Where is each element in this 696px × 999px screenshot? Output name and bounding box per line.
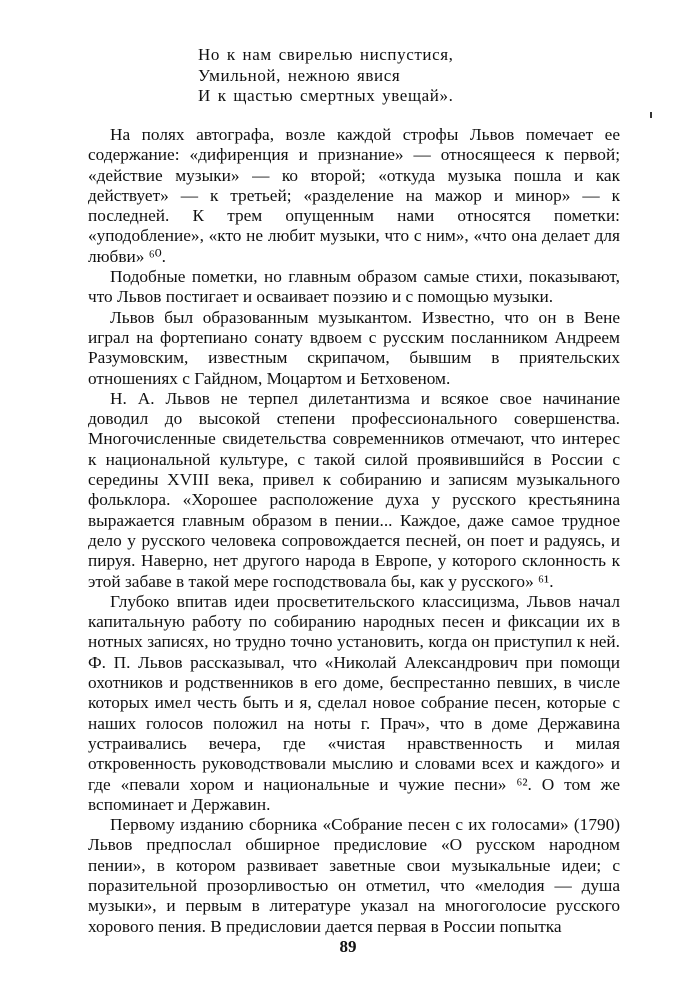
verse-line: Умильной, нежною явися xyxy=(198,65,401,85)
paragraph: Первому изданию сборника «Собрание песен с их голосами» (1790) Львов предпослал обширное предисловие «О русском народном пении», в котором развивает заветные свои музыкальные идеи; с поразительной прозорливостью он отметил, что «мелодия — душа музыки», и первым в литературе указал на многоголосие русского хорового пения. В предисловии дается первая в России попытка xyxy=(88,815,620,936)
verse-quote xyxy=(198,45,454,107)
paragraph: Н. А. Львов не терпел дилетантизма и всякое свое начинание доводил до высокой степени профессионального совершенства. Многочисленные свидетельства современников отмечают, что интерес к национальной культуре, с такой силой проявившийся в России с середины XVIII века, привел к собиранию и записям музыкального фольклора. «Хорошее расположение духа у русского крестьянина выражается главным образом в пении... Каждое, даже самое трудное дело у русского человека сопровождается песней, он поет и радуясь, и пируя. Наверно, нет другого народа в Европе, у которого склонность к этой забаве в такой мере господствовала бы, как у русского» ⁶¹. xyxy=(88,388,620,591)
verse-line: И к щастью смертных увещай». xyxy=(198,86,454,105)
paragraph: Подобные пометки, но главным образом самые стихи, показывают, что Львов постигает и осваивает поэзию и с помощью музыки. xyxy=(88,267,620,307)
margin-mark xyxy=(650,112,652,118)
page-number: 89 xyxy=(339,937,357,956)
paragraph: Глубоко впитав идеи просветительского классицизма, Львов начал капитальную работу по собиранию народных песен и фиксации их в нотных записях, но трудно точно установить, когда он приступил к ней. Ф. П. Львов рассказывал, что «Николай Александрович при помощи охотников и родственников в его доме, беспрестанно певших, в числе которых имел честь быть и я, сделал новое собрание песен, которые с наших голосов положил на ноты г. Прач», что в доме Державина устраивались вечера, где «чистая нравственность и милая откровенность руководствовали мыслию и словами всех и каждого» и где «певали хором и национальные и чужие песни» ⁶². О том же вспоминает и Державин. xyxy=(88,591,620,814)
paragraph: На полях автографа, возле каждой строфы Львов помечает ее содержание: «дифиренция и признание» — относящееся к первой; «действие музыки» — ко второй; «откуда музыка пошла и как действует» — к третьей; «разделение на мажор и минор» — к последней. К трем опущенным нами относятся пометки: «уподобление», «кто не любит музыки, что с ним», «что она делает для любви» ⁶⁰. xyxy=(88,125,620,266)
paragraph: Львов был образованным музыкантом. Известно, что он в Вене играл на фортепиано сонату вдвоем с русским посланником Андреем Разумовским, известным скрипачом, бывшим в приятельских отношениях с Гайдном, Моцартом и Бетховеном. xyxy=(88,307,620,388)
verse-line: Но к нам свирелью ниспустися, xyxy=(198,45,454,64)
body-text xyxy=(88,125,620,937)
